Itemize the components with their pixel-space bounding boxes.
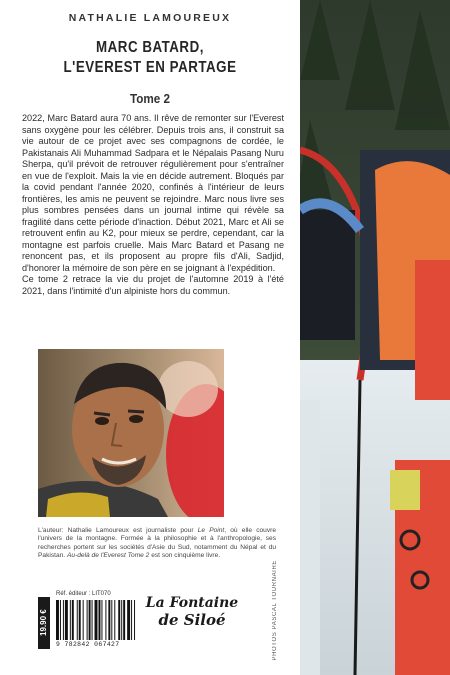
barcode-bar bbox=[98, 600, 100, 640]
bio-text-b: , où elle couvre l'univers de la montagne. Formée à la philosophie et à l'anthropologie, ses recherches portent sur les sociétés d'Asie du Sud, notamment du Népal et du Pakistan. bbox=[38, 527, 276, 560]
barcode-bar bbox=[89, 600, 91, 640]
bio-text-c: est son cinquième livre. bbox=[149, 552, 221, 560]
barcode-bar bbox=[56, 600, 59, 640]
barcode-bar bbox=[121, 600, 122, 640]
barcode-bar bbox=[123, 600, 125, 640]
barcode-bar bbox=[127, 600, 130, 640]
barcode-bar bbox=[131, 600, 132, 640]
publisher-reference: Réf. éditeur : LIT070 bbox=[56, 591, 111, 597]
barcode-bar bbox=[101, 600, 102, 640]
barcode-bar bbox=[77, 600, 78, 640]
bio-text-a: L'auteur: Nathalie Lamoureux est journaliste pour bbox=[38, 527, 198, 534]
barcode-bar bbox=[111, 600, 112, 640]
title-line-2: L'EVEREST EN PARTAGE bbox=[63, 59, 237, 76]
barcode-bar bbox=[70, 600, 71, 640]
author-portrait-photo bbox=[38, 349, 224, 517]
author-bio bbox=[38, 527, 276, 561]
photo-credit: PHOTOS PASCAL TOURNAIRE bbox=[272, 560, 278, 661]
barcode-bar bbox=[72, 600, 74, 640]
price-tag: 19.90 € bbox=[38, 597, 50, 649]
book-title bbox=[0, 38, 300, 78]
bio-paragraph bbox=[38, 527, 276, 561]
climber-photo-illustration bbox=[300, 0, 450, 675]
blurb-paragraph-2: Ce tome 2 retrace la vie du projet de l'automne 2019 à l'été 2021, dans l'intimité d'un alpiniste hors du commun. bbox=[22, 274, 284, 296]
tome-label: Tome 2 bbox=[129, 91, 171, 106]
bio-magazine: Le Point bbox=[197, 527, 225, 534]
barcode-bar bbox=[63, 600, 64, 640]
blurb-paragraph-1: 2022, Marc Batard aura 70 ans. Il rêve de remonter sur l'Everest sans oxygène pour les célébrer. Depuis trois ans, il construit sa vie autour de ce projet avec ses compagnons de cordée, le Pakistanais Ali Muhammad Sadpara et le Népalais Pasang Nuru Sherpa, qu'il prévoit de retrouver régulièrement pour s'entraîner en vue de l'exploit. Mais la vie en décide autrement. Bloqués par la covid pendant l'année 2020, confinés à l'intérieur de leurs frontières, les amis ne peuvent se rejoindre. Marc nous livre ses plus sombres pensées dans un journal intime qui révèle sa fragilité dans cette période d'inaction. Début 2021, Marc et Ali se retrouvent enfin au K2, pour mieux se perdre, cependant, car la montagne est parfois cruelle. Mais Marc Batard et Pasang ne renoncent pas, et ils proposent au propre fils d'Ali, Sadjid, d'honorer la mémoire de son père en se joignant à l'expédition. bbox=[22, 113, 284, 273]
title-line-1: MARC BATARD, bbox=[96, 39, 204, 56]
bio-book-title: Au-delà de l'Everest Tome 2 bbox=[66, 552, 150, 560]
publisher-logo bbox=[144, 595, 240, 629]
barcode-bar bbox=[65, 600, 68, 640]
barcode-bar bbox=[95, 600, 98, 640]
barcode-bar bbox=[83, 600, 84, 640]
isbn-number: 9 782842 067427 bbox=[56, 641, 120, 648]
barcode-bar bbox=[60, 600, 61, 640]
cover-photo-climber bbox=[300, 0, 450, 675]
barcode-bar bbox=[79, 600, 81, 640]
barcode-bar bbox=[105, 600, 106, 640]
barcode-bar bbox=[114, 600, 115, 640]
isbn-barcode bbox=[56, 600, 138, 640]
barcode-bar bbox=[108, 600, 110, 640]
barcode-bar bbox=[92, 600, 93, 640]
barcode-bar bbox=[118, 600, 120, 640]
publisher-line-1: La Fontaine bbox=[145, 595, 239, 611]
barcode-bar bbox=[87, 600, 88, 640]
portrait-illustration bbox=[38, 349, 224, 517]
blurb bbox=[22, 113, 284, 297]
author-name: NATHALIE LAMOUREUX bbox=[68, 12, 232, 24]
publisher-line-2: de Siloé bbox=[158, 611, 226, 629]
barcode-bar bbox=[134, 600, 135, 640]
